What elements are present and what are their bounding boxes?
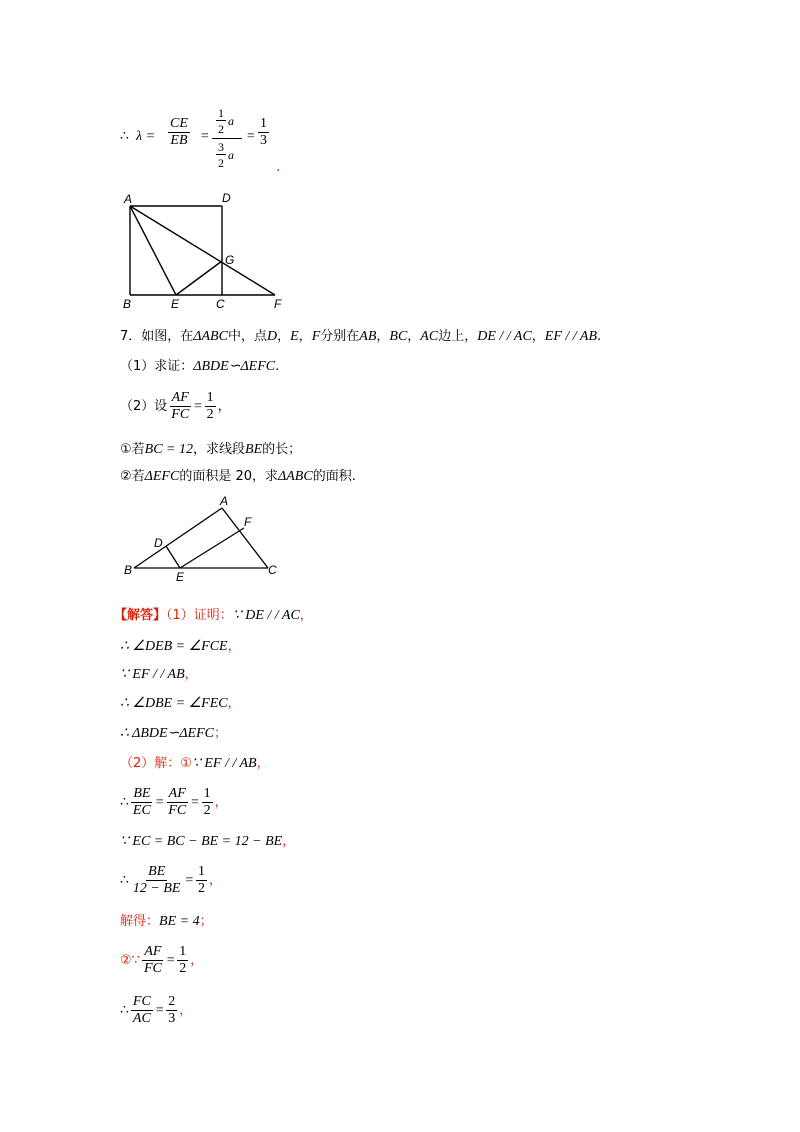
be-over-12-minus-be-fraction bbox=[131, 864, 183, 897]
math-inline: D bbox=[266, 329, 278, 344]
math-inline: AB bbox=[359, 329, 377, 344]
figure-square-abcd bbox=[118, 190, 288, 312]
math-inline: ∴ ΔBDE∽ΔEFC bbox=[120, 726, 214, 741]
fraction-numerator: BE bbox=[148, 863, 166, 879]
text-inline: . bbox=[275, 359, 280, 374]
fraction-denominator: FC bbox=[143, 960, 162, 976]
text-inline: 的面积是 20，求 bbox=[179, 469, 279, 484]
math-inline: E bbox=[290, 329, 299, 344]
equals-sign: = bbox=[154, 795, 165, 810]
fc-over-ac-fraction bbox=[131, 994, 153, 1027]
equals-sign: = bbox=[154, 1003, 165, 1018]
af-over-fc-fraction bbox=[142, 944, 164, 977]
fraction-denominator: 2 bbox=[206, 406, 214, 422]
fraction-numerator: 1 bbox=[197, 863, 205, 879]
text-inline: ②若 bbox=[120, 469, 145, 484]
label-e: E bbox=[176, 570, 185, 584]
trailing-dot: . bbox=[276, 159, 281, 175]
punctuation: ， bbox=[282, 834, 296, 849]
fraction-numerator: 1 bbox=[203, 785, 211, 801]
solution-line-8 bbox=[120, 832, 295, 851]
equals-sign: = bbox=[246, 129, 256, 144]
math-inline: BC = 12 bbox=[144, 442, 193, 457]
math-inline: ΔABC bbox=[193, 329, 228, 344]
solution-line-10 bbox=[120, 912, 213, 931]
half-fraction bbox=[196, 864, 207, 897]
solution-line-9 bbox=[120, 860, 222, 900]
lambda-label: λ = bbox=[136, 129, 156, 144]
fraction-numerator: 2 bbox=[168, 993, 176, 1009]
math-inline: ΔBDE∽ΔEFC bbox=[193, 359, 276, 374]
equals-sign: = bbox=[165, 953, 176, 968]
fraction-numerator: 1 bbox=[206, 389, 214, 405]
fraction-numerator: AF bbox=[171, 389, 189, 405]
text-inline: ， bbox=[531, 329, 545, 344]
math-inline: BC bbox=[389, 329, 408, 344]
math-inline: ∵ EC = BC − BE = 12 − BE bbox=[120, 834, 283, 849]
solution-heading: 【解答】 bbox=[114, 608, 167, 623]
label-c: C bbox=[268, 563, 277, 577]
text-inline: ①若 bbox=[120, 442, 145, 457]
text-inline: 解得： bbox=[120, 914, 160, 929]
math-inline: ∴ ∠DBE = ∠FEC bbox=[120, 696, 228, 711]
punctuation: ， bbox=[184, 667, 198, 682]
figure-triangle-abc bbox=[118, 492, 288, 584]
label-a: A bbox=[220, 494, 229, 508]
ce-over-eb-fraction bbox=[168, 116, 190, 149]
two-thirds-fraction bbox=[166, 994, 177, 1027]
fraction-denominator: EB bbox=[170, 133, 188, 148]
solution-line-7 bbox=[120, 782, 228, 822]
fraction-numerator: FC bbox=[132, 993, 151, 1009]
punctuation: ， bbox=[299, 608, 313, 623]
variable-a: a bbox=[228, 114, 234, 128]
text-inline: . bbox=[597, 329, 602, 344]
label-c: C bbox=[216, 297, 225, 311]
fraction-numerator: 1 bbox=[179, 943, 187, 959]
part-2a-prompt bbox=[120, 440, 301, 459]
segment-ef bbox=[180, 528, 244, 568]
result-fraction bbox=[258, 116, 269, 149]
solution-line-11 bbox=[120, 940, 203, 980]
punctuation: ， bbox=[227, 696, 241, 711]
text-inline: 分别在 bbox=[320, 329, 360, 344]
equals-sign: = bbox=[193, 399, 203, 414]
fraction-numerator: AF bbox=[168, 785, 186, 801]
text-inline: 的面积. bbox=[312, 469, 356, 484]
solution-line-2 bbox=[120, 637, 241, 656]
be-over-ec-fraction bbox=[131, 786, 153, 819]
therefore-symbol: ∴ bbox=[120, 873, 129, 888]
fraction-denominator: 2 bbox=[203, 802, 211, 818]
solution-line-12 bbox=[120, 990, 192, 1030]
fraction-numerator: 1 bbox=[260, 116, 267, 131]
solution-line-5 bbox=[120, 724, 227, 743]
label-f: F bbox=[244, 515, 252, 529]
half-fraction bbox=[177, 944, 188, 977]
therefore-symbol: ∴ bbox=[120, 1003, 129, 1018]
fraction-numerator: AF bbox=[144, 943, 162, 959]
math-inline: ΔEFC bbox=[144, 469, 180, 484]
fraction-denominator: FC bbox=[168, 802, 187, 818]
text-inline: 边上， bbox=[438, 329, 478, 344]
math-inline: ∴ ∠DEB = ∠FCE bbox=[120, 639, 228, 654]
text-inline: 中，点 bbox=[227, 329, 267, 344]
equals-sign: = bbox=[200, 129, 210, 144]
solution-line-6 bbox=[120, 754, 270, 773]
three-denominator: 2 bbox=[218, 156, 224, 170]
side-ab bbox=[134, 508, 222, 568]
math-inline: ∵ DE / / AC bbox=[232, 608, 300, 623]
af-over-fc-fraction bbox=[169, 390, 191, 423]
variable-a: a bbox=[228, 148, 234, 162]
fraction-denominator: 12 − BE bbox=[132, 880, 181, 896]
part-label: （1）求证： bbox=[120, 359, 194, 374]
punctuation: ； bbox=[199, 914, 213, 929]
part-1-prompt bbox=[120, 357, 279, 376]
math-inline: ∵ EF / / AB bbox=[191, 756, 257, 771]
text-inline: ， bbox=[376, 329, 390, 344]
solution-line-1 bbox=[114, 606, 313, 625]
fraction-denominator: 3 bbox=[168, 1010, 176, 1026]
label-d: D bbox=[154, 536, 163, 550]
math-inline: F bbox=[311, 329, 321, 344]
question-7-stem bbox=[120, 327, 601, 346]
three-numerator: 3 bbox=[218, 140, 224, 154]
label-b: B bbox=[124, 563, 133, 577]
part-label: （2）设 bbox=[120, 399, 168, 414]
fraction-numerator: BE bbox=[133, 785, 151, 801]
text-inline: 的长； bbox=[262, 442, 302, 457]
text-inline: ， bbox=[277, 329, 291, 344]
fraction-denominator: AC bbox=[132, 1010, 151, 1026]
fraction-denominator: 2 bbox=[179, 960, 187, 976]
half-denominator: 2 bbox=[218, 122, 224, 136]
equals-sign: = bbox=[190, 795, 200, 810]
label-a: A bbox=[124, 192, 133, 206]
label-g: G bbox=[225, 253, 235, 267]
punctuation: ， bbox=[214, 795, 228, 810]
question-number: 7．如图，在 bbox=[120, 329, 194, 344]
af-over-fc-fraction bbox=[166, 786, 188, 819]
part-2-prompt bbox=[120, 386, 231, 426]
math-inline: EF / / AB bbox=[544, 329, 598, 344]
math-inline: BE bbox=[245, 442, 263, 457]
math-inline: BE = 4 bbox=[159, 914, 200, 929]
solution-line-4 bbox=[120, 694, 241, 713]
label-d: D bbox=[222, 191, 231, 205]
half-fraction bbox=[202, 786, 213, 819]
fraction-denominator: FC bbox=[171, 406, 190, 422]
math-inline: DE / / AC bbox=[477, 329, 532, 344]
text-inline: ， bbox=[407, 329, 421, 344]
half-numerator: 1 bbox=[218, 106, 224, 120]
main-bar bbox=[212, 138, 242, 139]
half-fraction bbox=[205, 390, 216, 423]
punctuation: ， bbox=[256, 756, 270, 771]
segment-de bbox=[166, 546, 180, 568]
text-inline: ②∵ bbox=[120, 953, 140, 968]
fraction-numerator: CE bbox=[170, 116, 188, 131]
fraction-denominator: 2 bbox=[197, 880, 205, 896]
line-af bbox=[130, 206, 275, 295]
punctuation: ， bbox=[179, 1003, 193, 1018]
therefore-symbol: ∴ bbox=[120, 795, 129, 810]
equals-sign: = bbox=[184, 873, 194, 888]
solution-line-3 bbox=[120, 665, 198, 684]
fraction-denominator: EC bbox=[132, 802, 151, 818]
math-inline: ∵ EF / / AB bbox=[120, 667, 185, 682]
part-label: （1）证明： bbox=[166, 608, 233, 623]
line-eg bbox=[176, 261, 222, 295]
label-b: B bbox=[123, 297, 132, 311]
fraction-denominator: 3 bbox=[260, 133, 267, 148]
punctuation: ， bbox=[190, 953, 204, 968]
punctuation: ， bbox=[227, 639, 241, 654]
part-label: （2）解：① bbox=[120, 756, 192, 771]
math-inline: ΔABC bbox=[278, 469, 313, 484]
label-f: F bbox=[274, 297, 282, 311]
part-2b-prompt bbox=[120, 467, 356, 486]
text-inline: ， bbox=[298, 329, 312, 344]
text-inline: ，求线段 bbox=[193, 442, 246, 457]
punctuation: ， bbox=[208, 873, 222, 888]
text-inline: ， bbox=[217, 399, 231, 414]
math-inline: AC bbox=[420, 329, 439, 344]
label-e: E bbox=[171, 297, 180, 311]
punctuation: ； bbox=[213, 726, 227, 741]
therefore-symbol: ∴ bbox=[120, 129, 129, 144]
